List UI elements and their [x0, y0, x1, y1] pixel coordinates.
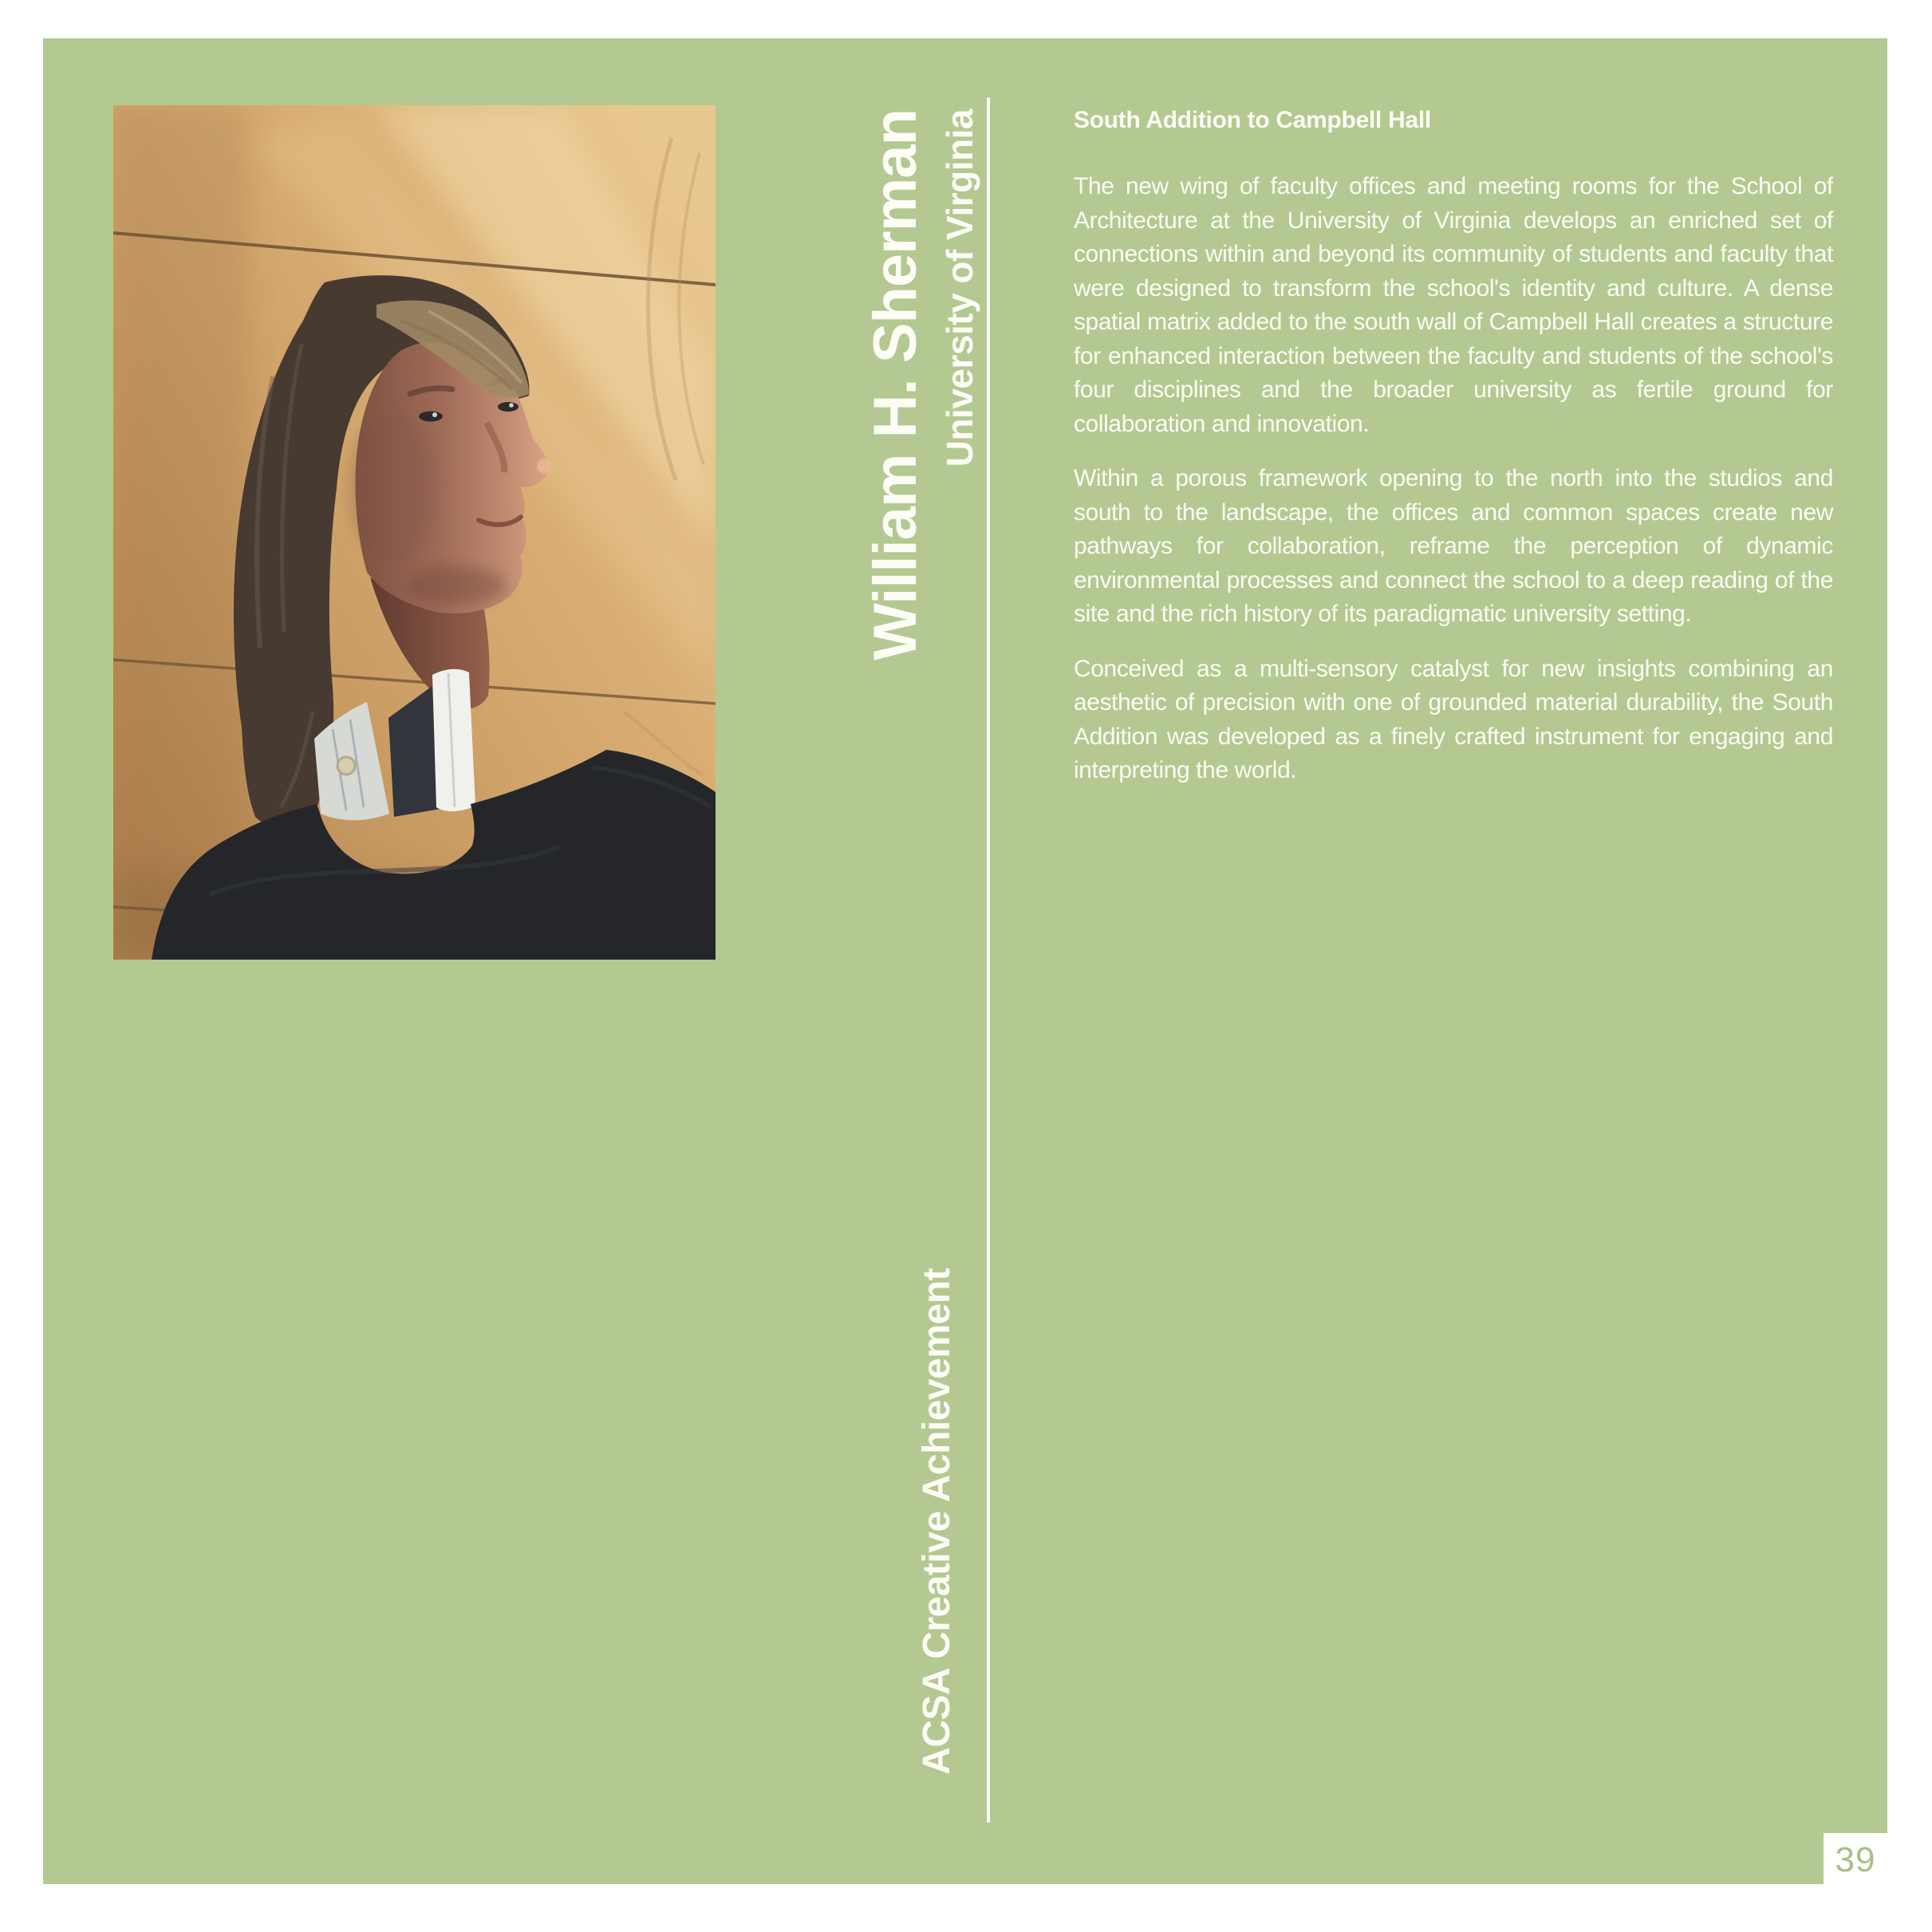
portrait-photo	[113, 105, 716, 960]
green-paper-page	[43, 38, 1887, 1884]
left-eye	[419, 412, 443, 422]
article-paragraph: Within a porous framework opening to the north into the studios and south to the landscape, the offices and common spaces create new pathways for collaboration, reframe the perception of dynamic environmental processes and connect the school to a deep reading of the site and the rich history of its paradigmatic university setting.	[1074, 465, 1833, 627]
page-number: 39	[1835, 1840, 1876, 1879]
vertical-rule	[987, 97, 990, 1823]
page-number-notch	[1824, 1833, 1887, 1884]
article-column	[1074, 104, 1833, 809]
article-paragraph: The new wing of faculty offices and meeting rooms for the School of Architecture at the University of Virginia develops an enriched set of connections within and beyond its community of students and faculty that were designed to transform the school's identity and culture. A dense spatial matrix added to the south wall of Campbell Hall creates a structure for enhanced interaction between the faculty and students of the school's four disciplines and the broader university as fertile ground for collaboration and innovation.	[1074, 173, 1833, 437]
portrait-photo-art	[113, 105, 716, 960]
collar-button	[337, 757, 355, 775]
award-category-vertical: ACSA Creative Achievement	[916, 1268, 958, 1775]
author-name-vertical: William H. Sherman	[862, 109, 929, 660]
right-eye	[498, 402, 518, 412]
affiliation-vertical: University of Virginia	[939, 109, 980, 467]
article-paragraph: Conceived as a multi-sensory catalyst for new insights combining an aesthetic of precision with one of grounded material durability, the South Addition was developed as a finely crafted instrument for engaging and interpreting the world.	[1074, 655, 1833, 783]
article-heading: South Addition to Campbell Hall	[1074, 107, 1431, 133]
